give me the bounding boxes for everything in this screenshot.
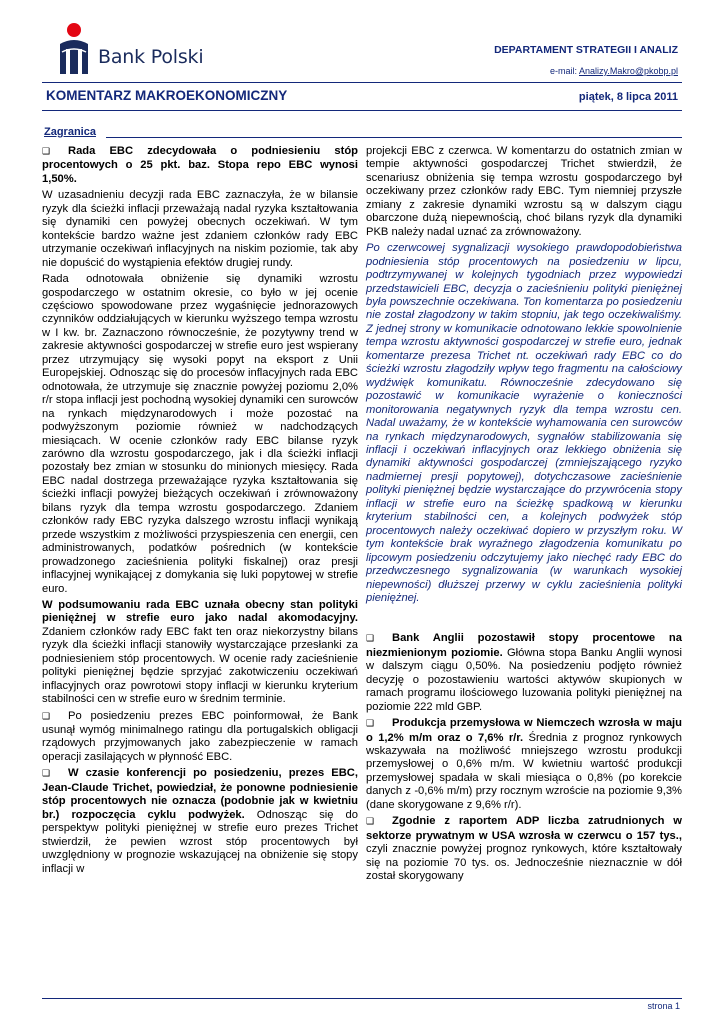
header-divider-bottom <box>42 110 682 111</box>
lead-bold: W czasie konferencji po posiedzeniu, prezes EBC, Jean-Claude Trichet, powiedział, że ponowne podniesienie stóp procentowych nie oznacza (podobnie jak w kwietniu br.) rozpoczęcia cyklu podwyżek. <box>42 767 358 821</box>
header-divider-top <box>42 82 682 83</box>
right-column <box>366 145 682 887</box>
paragraph <box>42 710 358 765</box>
lead-bold: Zgodnie z raportem ADP liczba zatrudnionych w sektorze prywatnym w USA wzrosła w czerwcu o 157 tys., <box>366 815 682 842</box>
checkbox-bullet-icon: ❑ <box>366 719 375 730</box>
checkbox-bullet-icon: ❑ <box>366 634 375 645</box>
paragraph-text: Zdaniem członków rady EBC fakt ten oraz niekorzystny bilans ryzyk dla ścieżki inflacji stanowiły wystarczające przesłanki za podniesieniem stóp procentowych. W ocenie rady zacieśnienie polityki pieniężnej będzie sprzyjać zakotwiczeniu oczekiwań inflacyjnych oraz powrotowi stopy inflacji w kierunku kryterium stabilności cen w strefie euro w średnim terminie. <box>42 625 358 706</box>
checkbox-bullet-icon: ❑ <box>42 769 51 780</box>
paragraph <box>366 632 682 714</box>
footer-divider <box>42 998 682 999</box>
paragraph <box>42 145 358 186</box>
lead-bold: W podsumowaniu rada EBC uznała obecny stan polityki pieniężnej w strefie euro jako nadal akomodacyjny. <box>42 598 358 625</box>
contact-email <box>550 66 678 76</box>
paragraph: W uzasadnieniu decyzji rada EBC zaznaczyła, że w bilansie ryzyk dla ścieżki inflacji przeważają nadal ryzyka kształtowania się dynamiki cen powyżej obecnych oczekiwań. W tym kontekście bardzo ważne jest zdaniem członków rady EBC utrzymanie oczekiwań inflacyjnych na niskim poziomie, tak aby nie dopuścić do wystąpienia efektów drugiej rundy. <box>42 189 358 269</box>
email-link[interactable]: Analizy.Makro@pkobp.pl <box>578 66 678 76</box>
department-name: DEPARTAMENT STRATEGII I ANALIZ <box>494 44 678 56</box>
paragraph-text: Główna stopa Banku Anglii wynosi w dalszym ciągu 0,50%. Na posiedzeniu podjęto również decyzję o pozostawieniu wartości aktywów skupionych w ramach programu ilościowego luzowania polityki pieniężnej na poziomie 222 mld GBP. <box>366 646 682 713</box>
paragraph-text: Średnia z prognoz rynkowych wskazywała na możliwość mniejszego wzrostu produkcji przemysłowej o 0,6% m/m. W kwietniu wartość produkcji przemysłowej spadała w skali miesiąca o 0,8% (po korekcie danych z -0,6% m/m) przy rocznym wzroście na poziomie 9,3% (dane skorygowane z 9,6% r/r). <box>366 731 682 811</box>
email-label: e-mail: <box>549 66 579 76</box>
lead-bold: Rada EBC zdecydowała o podniesieniu stóp procentowych o 25 pkt. baz. Stopa repo EBC wynosi 1,50%. <box>42 145 358 185</box>
checkbox-bullet-icon: ❑ <box>42 147 51 157</box>
paragraph <box>366 815 682 883</box>
left-column <box>42 145 358 879</box>
paragraph-text: czyli znacznie powyżej prognoz rynkowych, które kształtowały się na poziomie 70 tys. os. Jednocześnie nieznacznie w dół został skorygowany <box>366 843 682 883</box>
paragraph <box>42 767 358 876</box>
logo-text: Bank Polski <box>98 46 204 68</box>
paragraph <box>42 599 358 707</box>
checkbox-bullet-icon: ❑ <box>366 817 375 828</box>
paragraph: projekcji EBC z czerwca. W komentarzu do ostatnich zmian w tempie aktywności gospodarczej Trichet stwierdził, że scenariusz obniżenia się tempa wzrostu gospodarczego był oczekiwany przez członków rady EBC. Tym niemniej przyszłe zmiany z zakresie dynamiki wzrostu są w dalszym ciągu obarczone dużą niepewnością, choć bilans ryzyk dla dynamiki PKB należy nadal uznać za zrównoważony. <box>366 145 682 238</box>
commentary-italic: Po czerwcowej sygnalizacji wysokiego prawdopodobieństwa podniesienia stóp procentowych na posiedzeniu w lipcu, podtrzymywanej w kolejnych tygodniach przez wypowiedzi przedstawicieli EBC, decyzja o zacieśnieniu polityki pieniężnej była powszechnie oczekiwana. Ton komentarza po posiedzeniu nie został złagodzony w takim stopniu, jak tego oczekiwaliśmy. Z jednej strony w komunikacie odnotowano lekkie spowolnienie tempa wzrostu aktywności gospodarczej w strefie euro, jednak komentarze prezesa Trichet nt. oczekiwań rady EBC co do ścieżki wzrostu złagodziły wpływ tego fragmentu na całościowy wydźwięk komunikatu. Równocześnie zdecydowano się pozostawić w komunikacie wyrażenie o konieczności monitorowania negatywnych ryzyk dla tempa wzrostu cen. Nadal uważamy, że w kontekście wyhamowania cen surowców na rynkach międzynarodowych, sygnałów stabilizowania się inflacji i oczekiwań inflacyjnych oraz lekkiego obniżenia się dynamiki aktywności gospodarczej (zmniejszającego ryzyko nadmiernej presji popytowej), dotychczasowe zacieśnienie polityki pieniężnej będzie wystarczające do przywrócenia stopy inflacji w strefie euro na ścieżkę spadkową w kierunku kryterium stabilności cen, a kolejnych podwyżek stóp procentowych należy oczekiwać dopiero w przyszłym roku. W tym kontekście brak wyraźnego złagodzenia komunikatu po lipcowym posiedzeniu odczytujemy jako niechęć rady EBC do przedwczesnego sygnalizowania (w warunkach wysokiej niepewności) dłuższej przerwy w cyklu zacieśnienia polityki pieniężnej. <box>366 242 682 604</box>
page-title: KOMENTARZ MAKROEKONOMICZNY <box>46 88 288 103</box>
lead-bold: Bank Anglii pozostawił stopy procentowe na niezmienionym poziomie. <box>366 632 682 659</box>
paragraph: Rada odnotowała obniżenie się dynamiki wzrostu gospodarczego w ostatnim okresie, co było w jej ocenie częściowo spowodowane przez wygaśnięcie jednorazowych czynników oddziałujących w kierunku wyższego tempa wzrostu w I kw. br. Zaznaczono równocześnie, że pozytywny trend w zakresie aktywności gospodarczej w strefie euro jest wspierany przez utrzymujący się wysoki popyt na eksport z Unii Europejskiej. Odnosząc się do procesów inflacyjnych rada EBC odnotowała, że utrzymuje się znacznie powyżej poziomu 2,0% r/r stopa inflacji jest pochodną wysokiej dynamiki cen surowców na rynkach międzynarodowych i może pozostać na podwyższonym poziomie również w nadchodzących miesiącach. W ocenie członków rady EBC bilanse ryzyk zarówno dla wzrostu gospodarczego, jak i dla ścieżki inflacji pozostały bez zmian w stosunku do minionych miesięcy. Rada EBC nadal dostrzega przeważające ryzyka kształtowania się ścieżki inflacji powyżej bieżących oczekiwań i zrównoważony bilans ryzyk dla tempa wzrostu gospodarczego. Zdaniem członków rady EBC ryzyka dalszego wzrostu inflacji wynikają przede wszystkim z możliwości przyspieszenia cen energii, cen administrowanych, podatków pośrednich (w kontekście prowadzonego zacieśnienia polityki fiskalnej) oraz presji inflacyjnej wynikającej z domykania się luki popytowej w strefie euro. <box>42 273 358 595</box>
pko-emblem-icon <box>58 22 98 78</box>
paragraph-text: Po posiedzeniu prezes EBC poinformował, że Bank usunął wymóg minimalnego ratingu dla portugalskich obligacji rządowych przyjmowanych jako zabezpieczenie w ramach operacji zasilających w płynność EBC. <box>42 709 358 763</box>
paragraph-text: Odnosząc się do perspektyw polityki pieniężnej w strefie euro prezes Trichet stwierdził, że pewien wzrost stóp procentowych był uwzględniony w prognozie wskazującej na obniżenie się stopy inflacji w <box>42 808 358 875</box>
section-rule <box>106 137 682 138</box>
spacer <box>366 608 682 632</box>
publication-date: piątek, 8 lipca 2011 <box>578 91 678 103</box>
section-heading: Zagranica <box>44 126 96 138</box>
lead-bold: Produkcja przemysłowa w Niemczech wzrosła w maju o 1,2% m/m oraz o 7,6% r/r. <box>366 717 682 744</box>
page-number: strona 1 <box>647 1001 680 1011</box>
checkbox-bullet-icon: ❑ <box>42 711 51 722</box>
paragraph <box>366 717 682 812</box>
